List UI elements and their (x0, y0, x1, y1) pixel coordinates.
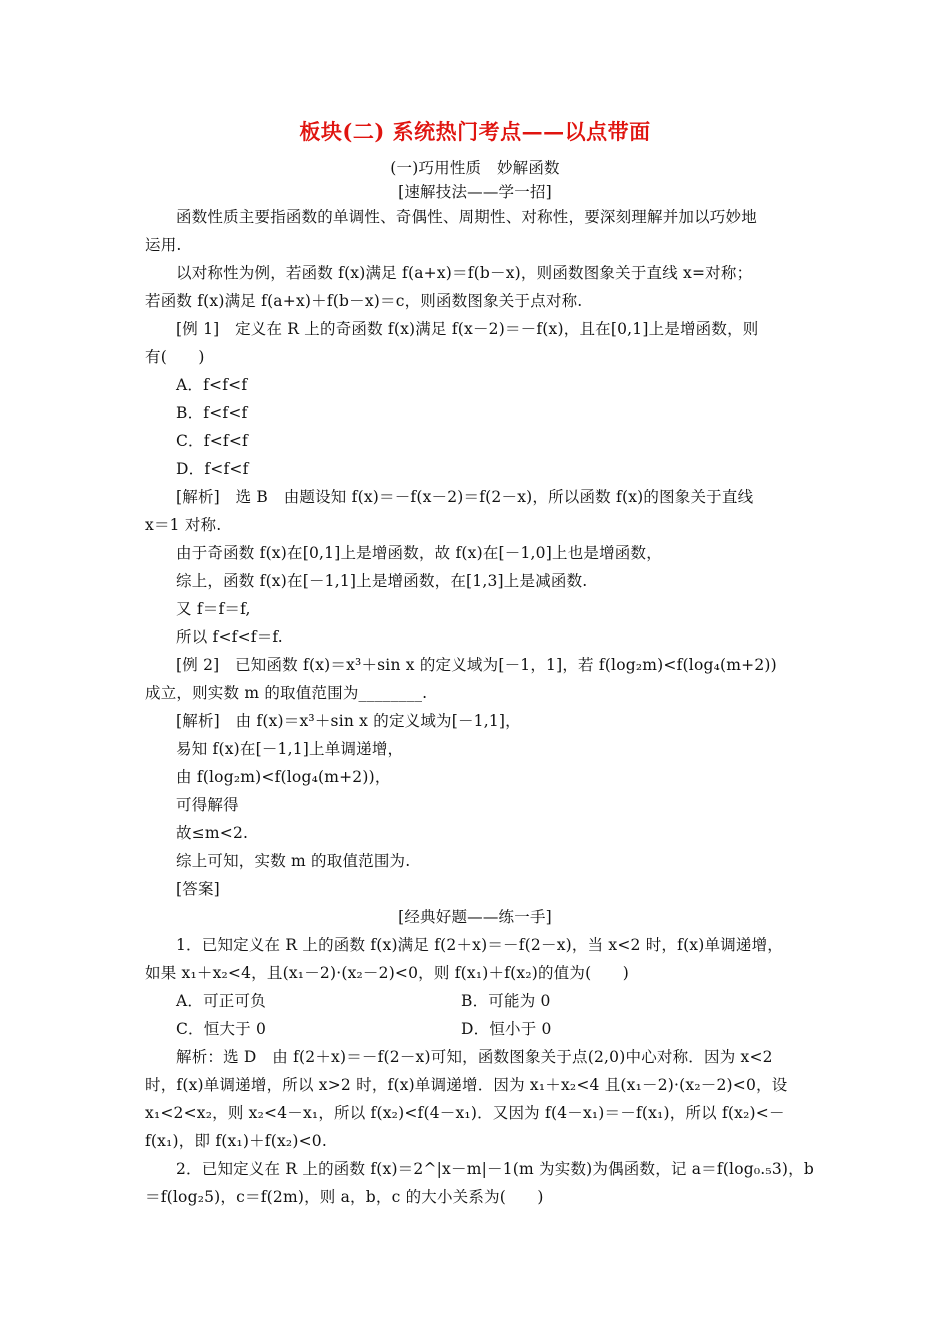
example2-solution-line: 可得解得 (176, 796, 239, 814)
question1-solution-line: x₁<2<x₂，则 x₂<4－x₁，所以 f(x₂)<f(4－x₁)．又因为 f(4－x₁)＝－f(x₁)，所以 f(x₂)<－ (145, 1104, 785, 1122)
example1-solution-line: 又 f＝f＝f, (176, 600, 251, 618)
intro-line: 以对称性为例，若函数 f(x)满足 f(a+x)＝f(b－x)，则函数图象关于直线 x=对称； (176, 264, 753, 282)
example2-solution-line: 故≤m<2. (176, 824, 249, 842)
question2-text: ＝f(log₂5)，c＝f(2m)，则 a，b，c 的大小关系为( ) (145, 1188, 544, 1206)
example1-option-d: D．f<f<f (176, 460, 249, 478)
question2-text: 2．已知定义在 R 上的函数 f(x)＝2^|x－m|－1(m 为实数)为偶函数，记 a＝f(log₀.₅3)，b (176, 1160, 814, 1178)
example2-solution-line: 综上可知，实数 m 的取值范围为. (176, 852, 411, 870)
example1-option-a: A．f<f<f (176, 376, 248, 394)
intro-line: 运用. (145, 236, 182, 254)
question1-option-b: B．可能为 0 (461, 992, 551, 1010)
example1-solution-line: x＝1 对称. (145, 516, 222, 534)
example1-question: [例 1] 定义在 R 上的奇函数 f(x)满足 f(x－2)＝－f(x)，且在[0,1]上是增函数，则 (176, 320, 759, 338)
page-title: 板块(二) 系统热门考点——以点带面 (299, 119, 651, 144)
question1-option-a: A．可正可负 (176, 992, 266, 1010)
example2-question: [例 2] 已知函数 f(x)＝x³＋sin x 的定义域为[－1，1]，若 f(log₂m)<f(log₄(m+2)) (176, 656, 777, 674)
example1-solution-line: 所以 f<f<f＝f. (176, 628, 283, 646)
intro-line: 若函数 f(x)满足 f(a+x)＋f(b－x)＝c，则函数图象关于点对称. (145, 292, 583, 310)
section-heading-practice: [经典好题——练一手] (398, 908, 552, 926)
example2-answer-label: [答案] (176, 880, 220, 898)
subtitle: (一)巧用性质 妙解函数 (390, 159, 560, 177)
question1-text: 1．已知定义在 R 上的函数 f(x)满足 f(2＋x)＝－f(2－x)，当 x<2 时，f(x)单调递增， (176, 936, 783, 954)
example1-solution-line: 由于奇函数 f(x)在[0,1]上是增函数，故 f(x)在[－1,0]上也是增函数， (176, 544, 662, 562)
example1-option-b: B．f<f<f (176, 404, 248, 422)
example1-question: 有( ) (145, 348, 205, 366)
example1-solution-line: 综上，函数 f(x)在[－1,1]上是增函数，在[1,3]上是减函数. (176, 572, 588, 590)
intro-line: 函数性质主要指函数的单调性、奇偶性、周期性、对称性，要深刻理解并加以巧妙地 (176, 208, 757, 226)
example2-solution-line: 由 f(log₂m)<f(log₄(m+2))， (176, 768, 391, 786)
example2-solution-line: [解析] 由 f(x)＝x³＋sin x 的定义域为[－1,1]， (176, 712, 521, 730)
question1-option-c: C．恒大于 0 (176, 1020, 267, 1038)
question1-solution-line: 解析：选 D 由 f(2＋x)＝－f(2－x)可知，函数图象关于点(2,0)中心对称．因为 x<2 (176, 1048, 773, 1066)
example2-solution-line: 易知 f(x)在[－1,1]上单调递增， (176, 740, 404, 758)
question1-option-d: D．恒小于 0 (461, 1020, 552, 1038)
section-heading-techniques: [速解技法——学一招] (398, 183, 552, 201)
example1-solution-line: [解析] 选 B 由题设知 f(x)＝－f(x－2)＝f(2－x)，所以函数 f(x)的图象关于直线 (176, 488, 754, 506)
question1-solution-line: 时，f(x)单调递增，所以 x>2 时，f(x)单调递增．因为 x₁＋x₂<4 且(x₁－2)·(x₂－2)<0，设 (145, 1076, 788, 1094)
question1-text: 如果 x₁＋x₂<4，且(x₁－2)·(x₂－2)<0，则 f(x₁)＋f(x₂)的值为( ) (145, 964, 629, 982)
example2-question: 成立，则实数 m 的取值范围为________. (145, 684, 428, 702)
question1-solution-line: f(x₁)，即 f(x₁)＋f(x₂)<0. (145, 1132, 327, 1150)
example1-option-c: C．f<f<f (176, 432, 248, 450)
